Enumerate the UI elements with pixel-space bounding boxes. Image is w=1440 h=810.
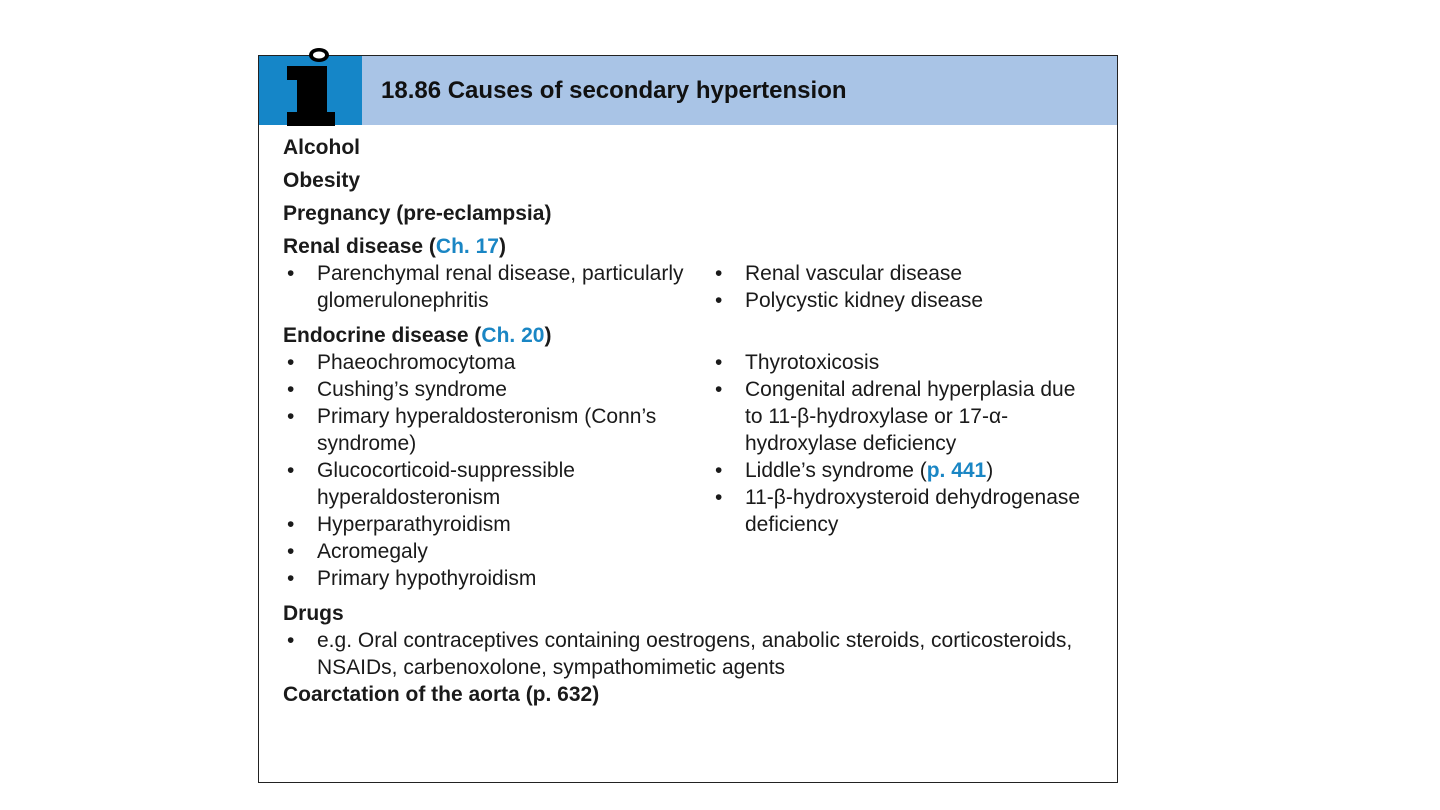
list-item: • Hyperparathyroidism <box>283 511 711 538</box>
list-item: • Parenchymal renal disease, particularly glomerulonephritis <box>283 260 711 314</box>
list-item: • 11-β-hydroxysteroid dehydrogenase deficiency <box>711 484 1097 538</box>
list-item: • Renal vascular disease <box>711 260 1097 287</box>
list-item: • Acromegaly <box>283 538 711 565</box>
heading-drugs: Drugs <box>283 602 344 625</box>
drugs-list <box>283 627 1097 681</box>
list-item: • Phaeochromocytoma <box>283 349 711 376</box>
list-item: • Polycystic kidney disease <box>711 287 1097 314</box>
box-title: 18.86 Causes of secondary hypertension <box>381 77 847 104</box>
list-item: • Cushing’s syndrome <box>283 376 711 403</box>
list-item: • Glucocorticoid-suppressible hyperaldosteronism <box>283 457 711 511</box>
list-item: • Congenital adrenal hyperplasia due to 11-β-hydroxylase or 17-α-hydroxylase deficiency <box>711 376 1097 457</box>
endocrine-columns <box>283 349 1097 592</box>
renal-columns <box>283 260 1097 314</box>
chapter-link[interactable]: Ch. 17 <box>435 235 499 258</box>
heading-renal: Renal disease (Ch. 17) <box>283 235 506 258</box>
info-box <box>258 55 1118 783</box>
heading-pregnancy: Pregnancy (pre-eclampsia) <box>283 202 552 225</box>
list-item: • e.g. Oral contraceptives containing oestrogens, anabolic steroids, corticosteroids, NSAIDs, carbenoxolone, sympathomimetic agents <box>283 627 1097 681</box>
list-item: • Primary hypothyroidism <box>283 565 711 592</box>
list-item: • Thyrotoxicosis <box>711 349 1097 376</box>
info-icon <box>283 46 343 128</box>
heading-alcohol: Alcohol <box>283 136 360 159</box>
page-link[interactable]: p. 441 <box>926 459 987 482</box>
heading-obesity: Obesity <box>283 169 361 192</box>
chapter-link[interactable]: Ch. 20 <box>481 324 545 347</box>
heading-endocrine: Endocrine disease (Ch. 20) <box>283 324 552 347</box>
heading-coarctation: Coarctation of the aorta (p. 632) <box>283 683 600 706</box>
box-header <box>259 56 1117 125</box>
box-content <box>283 134 1097 708</box>
list-item: • Primary hyperaldosteronism (Conn’s syndrome) <box>283 403 711 457</box>
list-item: • Liddle’s syndrome (p. 441) <box>711 457 1097 484</box>
